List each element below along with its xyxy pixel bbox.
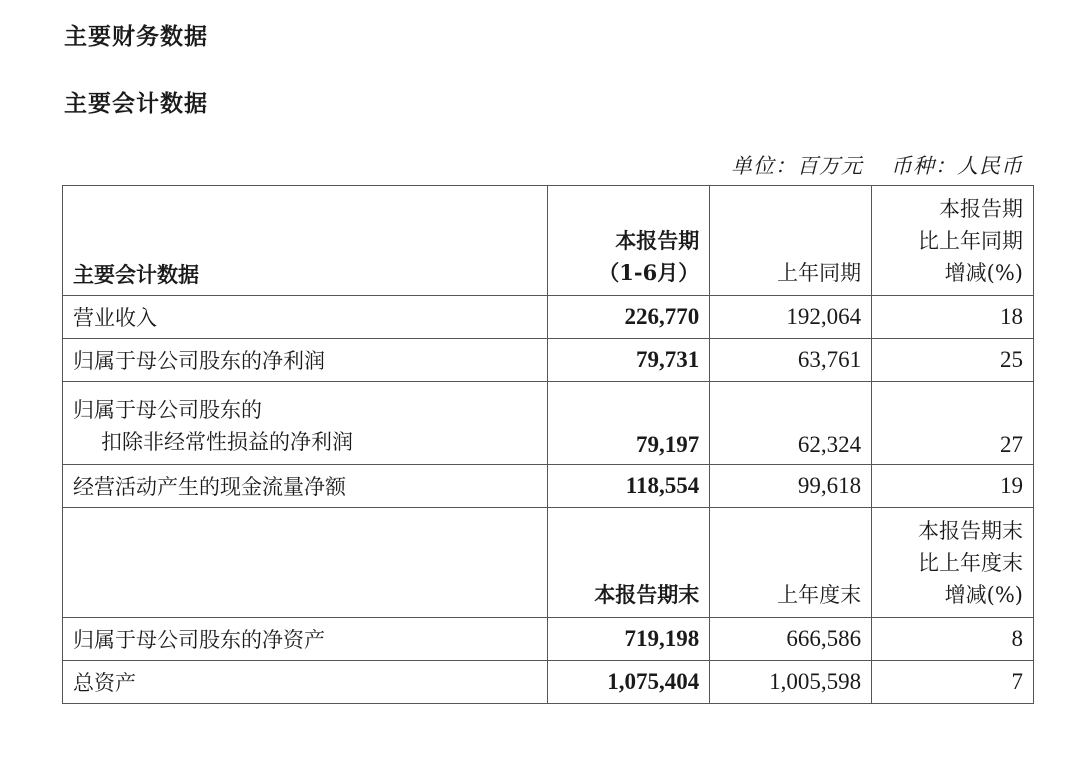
- row-prior: 1,005,598: [710, 661, 872, 704]
- header-current-period: [548, 186, 710, 296]
- table-row: [63, 339, 1034, 382]
- header-change-end-line3: 增减(%): [944, 583, 1023, 607]
- row-label: 营业收入: [63, 296, 548, 339]
- header-period-end: 本报告期末: [548, 508, 710, 618]
- row-label-line2: 扣除非经常性损益的净利润: [101, 430, 353, 454]
- row-current: 719,198: [548, 618, 710, 661]
- header-change-end-line2: 比上年度末: [918, 551, 1023, 575]
- row-current: 118,554: [548, 465, 710, 508]
- row-change: 18: [872, 296, 1034, 339]
- row-change: 25: [872, 339, 1034, 382]
- row-label: 总资产: [63, 661, 548, 704]
- header-current-line1: 本报告期: [615, 228, 700, 253]
- header-label: 主要会计数据: [63, 186, 548, 296]
- row-prior: 192,064: [710, 296, 872, 339]
- table-subheader-row: [63, 508, 1034, 618]
- header-change-end-line1: 本报告期末: [918, 519, 1023, 543]
- table-header-row: [63, 186, 1034, 296]
- row-prior: 99,618: [710, 465, 872, 508]
- table-row: [63, 465, 1034, 508]
- row-change: 8: [872, 618, 1034, 661]
- row-change: 19: [872, 465, 1034, 508]
- header-change-line2: 比上年同期: [918, 229, 1023, 253]
- row-current: 1,075,404: [548, 661, 710, 704]
- row-change: 27: [872, 382, 1034, 465]
- header-change-end: [872, 508, 1034, 618]
- header-change: [872, 186, 1034, 296]
- page-title: 主要财务数据: [64, 24, 208, 50]
- unit-label: 单位：百万元: [731, 154, 863, 178]
- row-current: 79,731: [548, 339, 710, 382]
- row-current: 226,770: [548, 296, 710, 339]
- table-row: [63, 661, 1034, 704]
- row-label: [63, 382, 548, 465]
- table-row: [63, 382, 1034, 465]
- table-row: [63, 618, 1034, 661]
- row-prior: 63,761: [710, 339, 872, 382]
- row-label-line1: 归属于母公司股东的: [73, 398, 262, 422]
- section-title: 主要会计数据: [64, 91, 208, 117]
- currency-label: 币种：人民币: [891, 154, 1023, 178]
- row-prior: 62,324: [710, 382, 872, 465]
- row-label: 归属于母公司股东的净利润: [63, 339, 548, 382]
- row-current: 79,197: [548, 382, 710, 465]
- row-label: 经营活动产生的现金流量净额: [63, 465, 548, 508]
- row-label: 归属于母公司股东的净资产: [63, 618, 548, 661]
- header-prior-year-end: 上年度末: [710, 508, 872, 618]
- financial-data-table: [62, 185, 1034, 704]
- row-prior: 666,586: [710, 618, 872, 661]
- table-row: [63, 296, 1034, 339]
- header-change-line1: 本报告期: [939, 197, 1023, 221]
- header-prior-period: 上年同期: [710, 186, 872, 296]
- subheader-label-empty: [63, 508, 548, 618]
- header-change-line3: 增减(%): [944, 261, 1023, 285]
- unit-note: [731, 150, 1023, 180]
- row-change: 7: [872, 661, 1034, 704]
- header-current-line2: （1-6月）: [598, 260, 700, 285]
